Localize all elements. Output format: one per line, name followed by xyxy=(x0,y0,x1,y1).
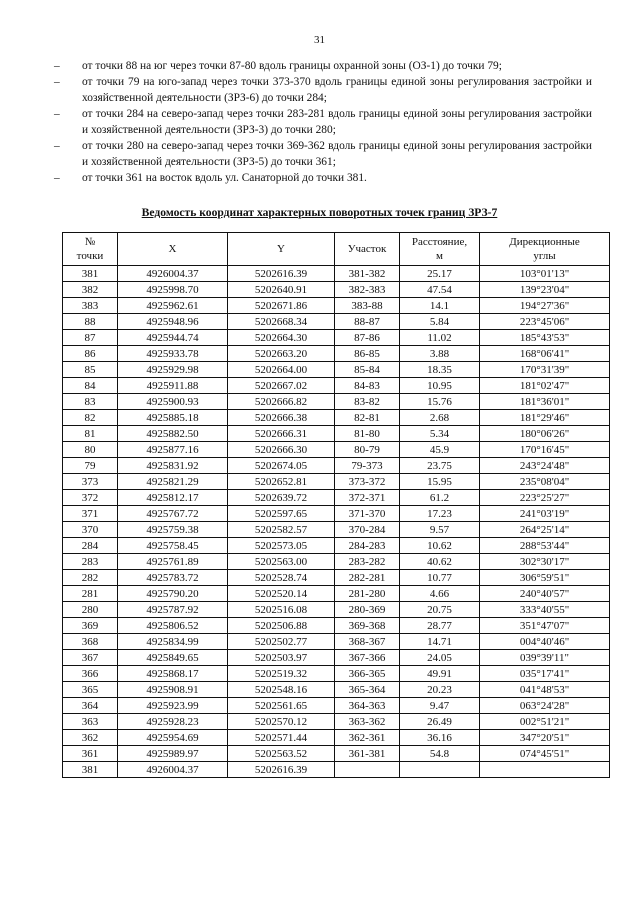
cell-x: 4926004.37 xyxy=(118,762,228,778)
cell-distance: 45.9 xyxy=(400,442,480,458)
cell-x: 4925900.93 xyxy=(118,394,228,410)
cell-bearing xyxy=(480,762,610,778)
cell-point: 280 xyxy=(63,602,118,618)
cell-bearing: 035°17'41" xyxy=(480,666,610,682)
cell-x: 4925834.99 xyxy=(118,634,228,650)
cell-segment: 382-383 xyxy=(335,282,400,298)
table-row xyxy=(63,314,610,330)
cell-distance: 10.77 xyxy=(400,570,480,586)
cell-bearing: 264°25'14" xyxy=(480,522,610,538)
table-row xyxy=(63,394,610,410)
cell-bearing: 185°43'53" xyxy=(480,330,610,346)
cell-point: 282 xyxy=(63,570,118,586)
cell-bearing: 223°45'06" xyxy=(480,314,610,330)
cell-y: 5202582.57 xyxy=(228,522,335,538)
table-row xyxy=(63,474,610,490)
cell-x: 4925954.69 xyxy=(118,730,228,746)
cell-x: 4925962.61 xyxy=(118,298,228,314)
table-row xyxy=(63,506,610,522)
table-row xyxy=(63,714,610,730)
header-point-number: № точки xyxy=(63,233,118,266)
cell-bearing: 240°40'57" xyxy=(480,586,610,602)
cell-y: 5202502.77 xyxy=(228,634,335,650)
cell-segment: 367-366 xyxy=(335,650,400,666)
cell-point: 363 xyxy=(63,714,118,730)
cell-x: 4925759.38 xyxy=(118,522,228,538)
cell-segment: 365-364 xyxy=(335,682,400,698)
cell-bearing: 223°25'27" xyxy=(480,490,610,506)
cell-segment: 362-361 xyxy=(335,730,400,746)
cell-point: 84 xyxy=(63,378,118,394)
cell-segment: 80-79 xyxy=(335,442,400,458)
cell-y: 5202570.12 xyxy=(228,714,335,730)
cell-segment: 369-368 xyxy=(335,618,400,634)
cell-segment: 83-82 xyxy=(335,394,400,410)
cell-segment: 280-369 xyxy=(335,602,400,618)
route-item: – от точки 284 на северо-запад через точки 283-281 вдоль границы единой зоны регулирования застройки и хозяйственной деятельности (ЗРЗ-3) до точки 280; xyxy=(82,106,592,138)
cell-y: 5202516.08 xyxy=(228,602,335,618)
cell-y: 5202571.44 xyxy=(228,730,335,746)
cell-segment: 283-282 xyxy=(335,554,400,570)
cell-distance: 36.16 xyxy=(400,730,480,746)
cell-point: 382 xyxy=(63,282,118,298)
cell-distance: 18.35 xyxy=(400,362,480,378)
cell-bearing: 235°08'04" xyxy=(480,474,610,490)
cell-point: 368 xyxy=(63,634,118,650)
table-row xyxy=(63,698,610,714)
cell-distance: 61.2 xyxy=(400,490,480,506)
cell-segment: 373-372 xyxy=(335,474,400,490)
cell-bearing: 180°06'26" xyxy=(480,426,610,442)
cell-point: 85 xyxy=(63,362,118,378)
cell-x: 4925882.50 xyxy=(118,426,228,442)
cell-segment: 364-363 xyxy=(335,698,400,714)
table-row xyxy=(63,362,610,378)
cell-y: 5202664.00 xyxy=(228,362,335,378)
cell-distance: 23.75 xyxy=(400,458,480,474)
cell-distance: 20.75 xyxy=(400,602,480,618)
cell-distance: 15.95 xyxy=(400,474,480,490)
cell-segment: 284-283 xyxy=(335,538,400,554)
cell-distance: 40.62 xyxy=(400,554,480,570)
cell-x: 4925849.65 xyxy=(118,650,228,666)
cell-segment: 82-81 xyxy=(335,410,400,426)
cell-segment: 85-84 xyxy=(335,362,400,378)
table-row xyxy=(63,538,610,554)
cell-x: 4925933.78 xyxy=(118,346,228,362)
cell-y: 5202652.81 xyxy=(228,474,335,490)
cell-point: 80 xyxy=(63,442,118,458)
cell-x: 4925989.97 xyxy=(118,746,228,762)
cell-point: 88 xyxy=(63,314,118,330)
cell-segment: 368-367 xyxy=(335,634,400,650)
cell-point: 366 xyxy=(63,666,118,682)
cell-distance: 25.17 xyxy=(400,266,480,282)
cell-point: 372 xyxy=(63,490,118,506)
cell-y: 5202663.20 xyxy=(228,346,335,362)
cell-x: 4925821.29 xyxy=(118,474,228,490)
cell-bearing: 063°24'28" xyxy=(480,698,610,714)
cell-bearing: 333°40'55" xyxy=(480,602,610,618)
table-row xyxy=(63,682,610,698)
cell-distance: 9.47 xyxy=(400,698,480,714)
cell-segment xyxy=(335,762,400,778)
cell-distance: 11.02 xyxy=(400,330,480,346)
cell-x: 4925758.45 xyxy=(118,538,228,554)
cell-bearing: 347°20'51" xyxy=(480,730,610,746)
cell-y: 5202639.72 xyxy=(228,490,335,506)
table-row xyxy=(63,282,610,298)
cell-bearing: 288°53'44" xyxy=(480,538,610,554)
table-row xyxy=(63,730,610,746)
cell-distance: 14.1 xyxy=(400,298,480,314)
table-body xyxy=(63,266,610,778)
table-row xyxy=(63,650,610,666)
cell-distance: 20.23 xyxy=(400,682,480,698)
cell-x: 4925783.72 xyxy=(118,570,228,586)
cell-point: 361 xyxy=(63,746,118,762)
cell-x: 4925998.70 xyxy=(118,282,228,298)
table-row xyxy=(63,346,610,362)
cell-bearing: 302°30'17" xyxy=(480,554,610,570)
cell-segment: 79-373 xyxy=(335,458,400,474)
cell-x: 4925806.52 xyxy=(118,618,228,634)
cell-x: 4925761.89 xyxy=(118,554,228,570)
header-y: Y xyxy=(228,233,335,266)
cell-point: 86 xyxy=(63,346,118,362)
cell-bearing: 074°45'51" xyxy=(480,746,610,762)
cell-distance: 17.23 xyxy=(400,506,480,522)
cell-segment: 383-88 xyxy=(335,298,400,314)
table-row xyxy=(63,298,610,314)
cell-bearing: 103°01'13" xyxy=(480,266,610,282)
cell-bearing: 170°31'39" xyxy=(480,362,610,378)
cell-y: 5202666.38 xyxy=(228,410,335,426)
cell-x: 4926004.37 xyxy=(118,266,228,282)
cell-y: 5202563.52 xyxy=(228,746,335,762)
cell-x: 4925929.98 xyxy=(118,362,228,378)
cell-segment: 363-362 xyxy=(335,714,400,730)
cell-point: 284 xyxy=(63,538,118,554)
cell-y: 5202519.32 xyxy=(228,666,335,682)
cell-segment: 372-371 xyxy=(335,490,400,506)
cell-segment: 282-281 xyxy=(335,570,400,586)
cell-y: 5202667.02 xyxy=(228,378,335,394)
cell-point: 81 xyxy=(63,426,118,442)
cell-x: 4925928.23 xyxy=(118,714,228,730)
cell-y: 5202671.86 xyxy=(228,298,335,314)
table-row xyxy=(63,570,610,586)
header-segment: Участок xyxy=(335,233,400,266)
cell-bearing: 181°29'46" xyxy=(480,410,610,426)
cell-point: 364 xyxy=(63,698,118,714)
cell-distance: 14.71 xyxy=(400,634,480,650)
cell-distance: 26.49 xyxy=(400,714,480,730)
cell-bearing: 241°03'19" xyxy=(480,506,610,522)
cell-x: 4925767.72 xyxy=(118,506,228,522)
cell-x: 4925908.91 xyxy=(118,682,228,698)
cell-distance: 24.05 xyxy=(400,650,480,666)
cell-x: 4925944.74 xyxy=(118,330,228,346)
table-row xyxy=(63,554,610,570)
table-row xyxy=(63,522,610,538)
cell-y: 5202548.16 xyxy=(228,682,335,698)
header-x: X xyxy=(118,233,228,266)
cell-distance: 49.91 xyxy=(400,666,480,682)
cell-x: 4925948.96 xyxy=(118,314,228,330)
cell-y: 5202666.31 xyxy=(228,426,335,442)
cell-segment: 370-284 xyxy=(335,522,400,538)
cell-x: 4925831.92 xyxy=(118,458,228,474)
route-item: – от точки 361 на восток вдоль ул. Санаторной до точки 381. xyxy=(82,170,592,186)
table-row xyxy=(63,602,610,618)
table-row xyxy=(63,426,610,442)
cell-bearing: 041°48'53" xyxy=(480,682,610,698)
header-bearing: Дирекционные углы xyxy=(480,233,610,266)
cell-bearing: 306°59'51" xyxy=(480,570,610,586)
table-row xyxy=(63,666,610,682)
cell-y: 5202503.97 xyxy=(228,650,335,666)
cell-point: 82 xyxy=(63,410,118,426)
table-row xyxy=(63,442,610,458)
table-row xyxy=(63,762,610,778)
table-row xyxy=(63,458,610,474)
cell-bearing: 004°40'46" xyxy=(480,634,610,650)
cell-y: 5202640.91 xyxy=(228,282,335,298)
cell-bearing: 002°51'21" xyxy=(480,714,610,730)
cell-point: 365 xyxy=(63,682,118,698)
cell-x: 4925868.17 xyxy=(118,666,228,682)
cell-bearing: 181°02'47" xyxy=(480,378,610,394)
cell-distance: 15.76 xyxy=(400,394,480,410)
table-row xyxy=(63,586,610,602)
cell-distance: 47.54 xyxy=(400,282,480,298)
cell-point: 281 xyxy=(63,586,118,602)
cell-y: 5202674.05 xyxy=(228,458,335,474)
cell-point: 369 xyxy=(63,618,118,634)
cell-distance: 5.34 xyxy=(400,426,480,442)
cell-point: 79 xyxy=(63,458,118,474)
route-description-list xyxy=(82,58,592,186)
cell-y: 5202573.05 xyxy=(228,538,335,554)
cell-point: 370 xyxy=(63,522,118,538)
page-number: 31 xyxy=(314,34,325,46)
cell-point: 381 xyxy=(63,266,118,282)
cell-y: 5202666.30 xyxy=(228,442,335,458)
cell-point: 367 xyxy=(63,650,118,666)
cell-distance: 54.8 xyxy=(400,746,480,762)
cell-distance: 2.68 xyxy=(400,410,480,426)
cell-y: 5202561.65 xyxy=(228,698,335,714)
cell-x: 4925885.18 xyxy=(118,410,228,426)
cell-y: 5202520.14 xyxy=(228,586,335,602)
cell-distance: 9.57 xyxy=(400,522,480,538)
cell-bearing: 039°39'11" xyxy=(480,650,610,666)
cell-distance: 10.62 xyxy=(400,538,480,554)
cell-y: 5202668.34 xyxy=(228,314,335,330)
cell-segment: 381-382 xyxy=(335,266,400,282)
cell-segment: 87-86 xyxy=(335,330,400,346)
table-row xyxy=(63,410,610,426)
coordinates-table xyxy=(62,232,610,778)
table-row xyxy=(63,330,610,346)
table-row xyxy=(63,490,610,506)
cell-bearing: 243°24'48" xyxy=(480,458,610,474)
cell-x: 4925790.20 xyxy=(118,586,228,602)
cell-segment: 366-365 xyxy=(335,666,400,682)
cell-point: 362 xyxy=(63,730,118,746)
cell-distance: 3.88 xyxy=(400,346,480,362)
cell-bearing: 139°23'04" xyxy=(480,282,610,298)
cell-point: 373 xyxy=(63,474,118,490)
cell-point: 83 xyxy=(63,394,118,410)
cell-y: 5202528.74 xyxy=(228,570,335,586)
cell-x: 4925812.17 xyxy=(118,490,228,506)
cell-y: 5202616.39 xyxy=(228,762,335,778)
cell-segment: 371-370 xyxy=(335,506,400,522)
cell-bearing: 170°16'45" xyxy=(480,442,610,458)
cell-x: 4925911.88 xyxy=(118,378,228,394)
cell-x: 4925923.99 xyxy=(118,698,228,714)
table-row xyxy=(63,378,610,394)
cell-point: 381 xyxy=(63,762,118,778)
cell-distance: 10.95 xyxy=(400,378,480,394)
cell-segment: 81-80 xyxy=(335,426,400,442)
cell-bearing: 181°36'01" xyxy=(480,394,610,410)
route-item: – от точки 88 на юг через точки 87-80 вдоль границы охранной зоны (ОЗ-1) до точки 79; xyxy=(82,58,592,74)
cell-segment: 84-83 xyxy=(335,378,400,394)
table-title: Ведомость координат характерных поворотных точек границ ЗРЗ-7 xyxy=(141,206,498,219)
cell-segment: 281-280 xyxy=(335,586,400,602)
cell-point: 383 xyxy=(63,298,118,314)
cell-y: 5202666.82 xyxy=(228,394,335,410)
cell-y: 5202616.39 xyxy=(228,266,335,282)
cell-bearing: 194°27'36" xyxy=(480,298,610,314)
route-item: – от точки 79 на юго-запад через точки 373-370 вдоль границы единой зоны регулирования застройки и хозяйственной деятельности (ЗРЗ-6) до точки 284; xyxy=(82,74,592,106)
cell-point: 87 xyxy=(63,330,118,346)
table-row xyxy=(63,618,610,634)
table-row xyxy=(63,634,610,650)
cell-segment: 86-85 xyxy=(335,346,400,362)
table-row xyxy=(63,746,610,762)
cell-distance: 4.66 xyxy=(400,586,480,602)
table-row xyxy=(63,266,610,282)
cell-x: 4925787.92 xyxy=(118,602,228,618)
cell-distance: 5.84 xyxy=(400,314,480,330)
route-item: – от точки 280 на северо-запад через точки 369-362 вдоль границы единой зоны регулирования застройки и хозяйственной деятельности (ЗРЗ-5) до точки 361; xyxy=(82,138,592,170)
cell-distance xyxy=(400,762,480,778)
cell-bearing: 351°47'07" xyxy=(480,618,610,634)
cell-segment: 88-87 xyxy=(335,314,400,330)
cell-y: 5202563.00 xyxy=(228,554,335,570)
cell-point: 283 xyxy=(63,554,118,570)
cell-y: 5202597.65 xyxy=(228,506,335,522)
cell-x: 4925877.16 xyxy=(118,442,228,458)
cell-y: 5202664.30 xyxy=(228,330,335,346)
cell-y: 5202506.88 xyxy=(228,618,335,634)
cell-segment: 361-381 xyxy=(335,746,400,762)
cell-point: 371 xyxy=(63,506,118,522)
cell-bearing: 168°06'41" xyxy=(480,346,610,362)
table-header-row xyxy=(63,233,610,266)
header-distance: Расстояние, м xyxy=(400,233,480,266)
cell-distance: 28.77 xyxy=(400,618,480,634)
